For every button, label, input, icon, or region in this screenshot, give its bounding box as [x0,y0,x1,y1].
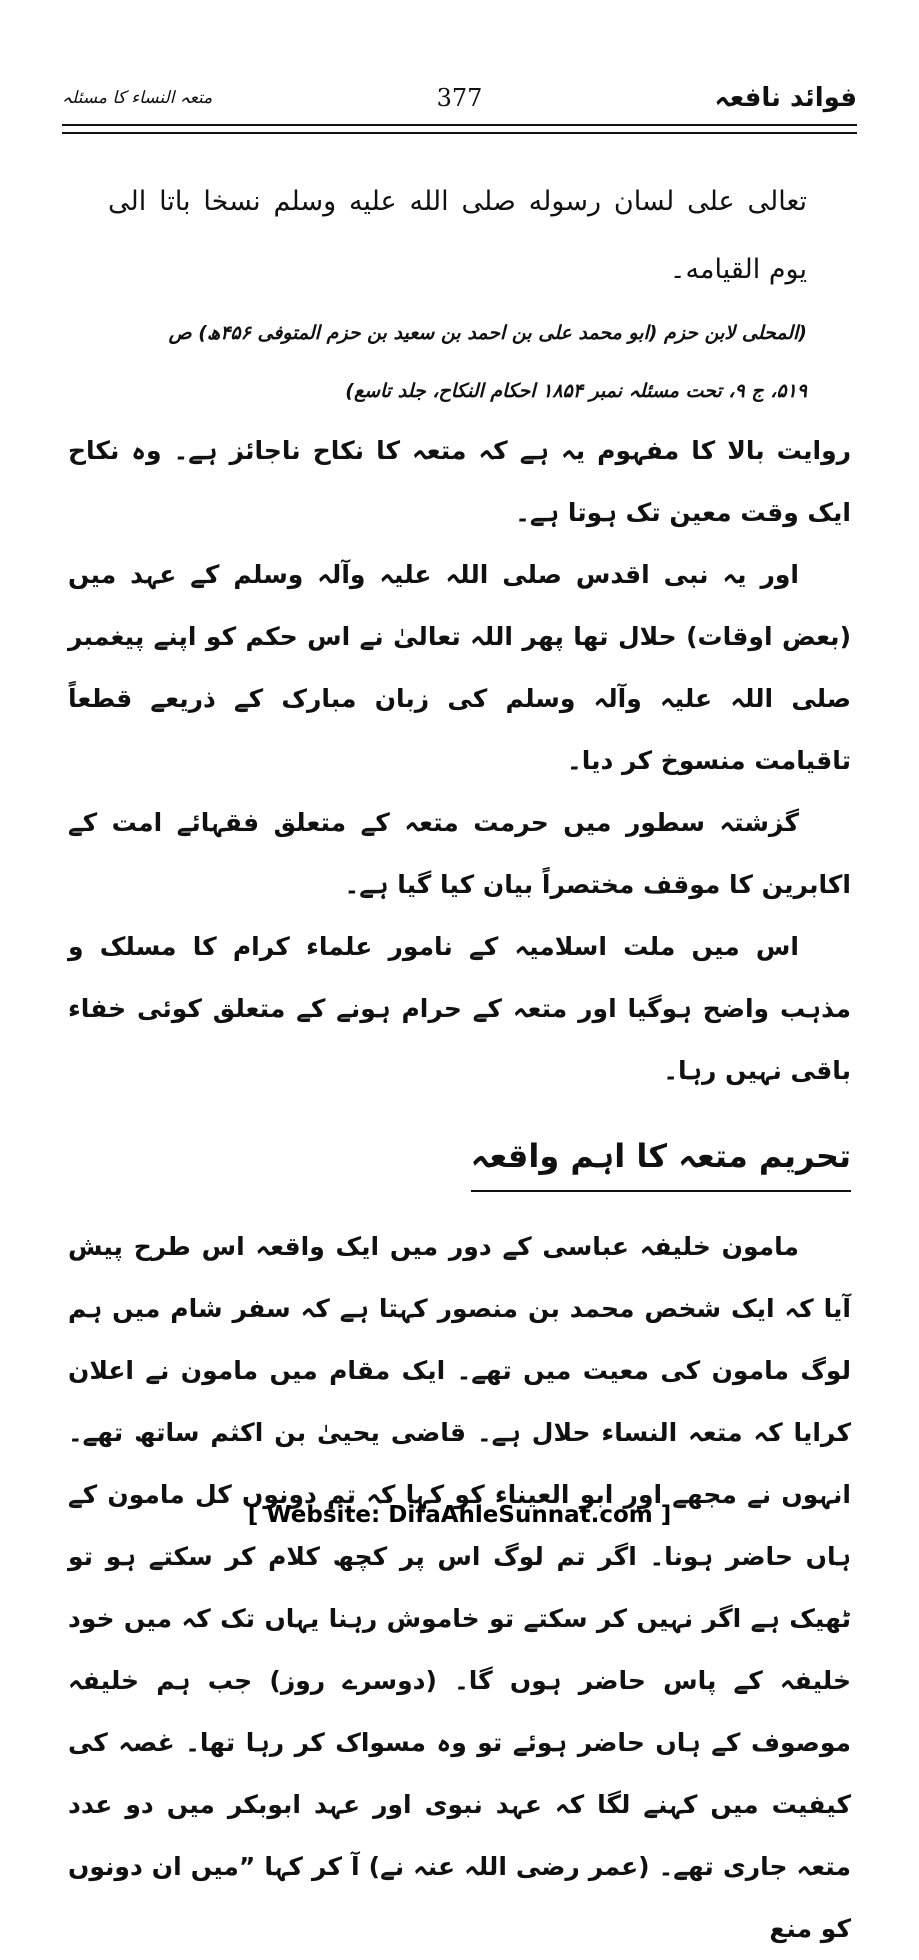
paragraph: گزشتہ سطور میں حرمت متعہ کے متعلق فقہائے امت کے اکابرین کا موقف مختصراً بیان کیا گیا ہے۔ [68,808,851,899]
page-body [68,168,851,1960]
website-footer: [ Website: DifaAhleSunnat.com ] [247,1502,672,1528]
section-paragraph: مامون خلیفہ عباسی کے دور میں ایک واقعہ اس طرح پیش آیا کہ ایک شخص محمد بن منصور کہتا ہے کہ سفر شام میں ہم لوگ مامون کی معیت میں تھے۔ ایک مقام میں مامون نے اعلان کرایا کہ متعہ النساء حلال ہے۔ قاضی یحییٰ بن اکثم ساتھ تھے۔ انہوں نے مجھے اور ابو العیناء کو کہا کہ تم دونوں کل مامون کے ہاں حاضر ہونا۔ اگر تم لوگ اس پر کچھ کلام کر سکتے ہو تو ٹھیک ہے اگر نہیں کر سکتے تو خاموش رہنا یہاں تک کہ میں خود خلیفہ کے پاس حاضر ہوں گا۔ (دوسرے روز) جب ہم خلیفہ موصوف کے ہاں حاضر ہوئے تو وہ مسواک کر رہا تھا۔ غصہ کی کیفیت میں کہنے لگا کہ عہد نبوی اور عہد ابوبکر میں دو عدد متعہ جاری تھے۔ (عمر رضی اللہ عنہ نے) آ کر کہا ”میں ان دونوں کو منع [68,1232,851,1943]
section-heading-wrap [68,1128,851,1198]
section-heading: تحریم متعہ کا اہم واقعہ [471,1128,851,1192]
page-number: 377 [436,84,483,112]
citation: (المحلی لابن حزم (ابو محمد علی بن احمد بن سعید بن حزم المتوفی ۴۵۶ھ) ص ۵۱۹، ج ۹، تحت مسئلہ نمبر ۱۸۵۴ احکام النکاح، جلد تاسع) [168,322,807,402]
chapter-title: متعہ النساء کا مسئلہ [62,88,213,108]
paragraph: روایت بالا کا مفہوم یہ ہے کہ متعہ کا نکاح ناجائز ہے۔ وہ نکاح ایک وقت معین تک ہوتا ہے۔ [68,436,851,527]
book-title: فوائد نافعہ [714,83,857,113]
paragraph: اور یہ نبی اقدس صلی اللہ علیہ وآلہ وسلم کے عہد میں (بعض اوقات) حلال تھا پھر اللہ تعالیٰ نے اس حکم کو اپنے پیغمبر صلی اللہ علیہ وآلہ وسلم کی زبان مبارک کے ذریعے قطعاً تاقیامت منسوخ کر دیا۔ [68,560,851,775]
header-rule [62,124,857,134]
page-header [62,78,857,122]
paragraph: اس میں ملت اسلامیہ کے نامور علماء کرام کا مسلک و مذہب واضح ہوگیا اور متعہ کے حرام ہونے کے متعلق کوئی خفاء باقی نہیں رہا۔ [68,932,851,1085]
arabic-quote: تعالی علی لسان رسوله صلی الله علیه وسلم نسخا باتا الی یوم القیامه۔ [108,186,807,285]
